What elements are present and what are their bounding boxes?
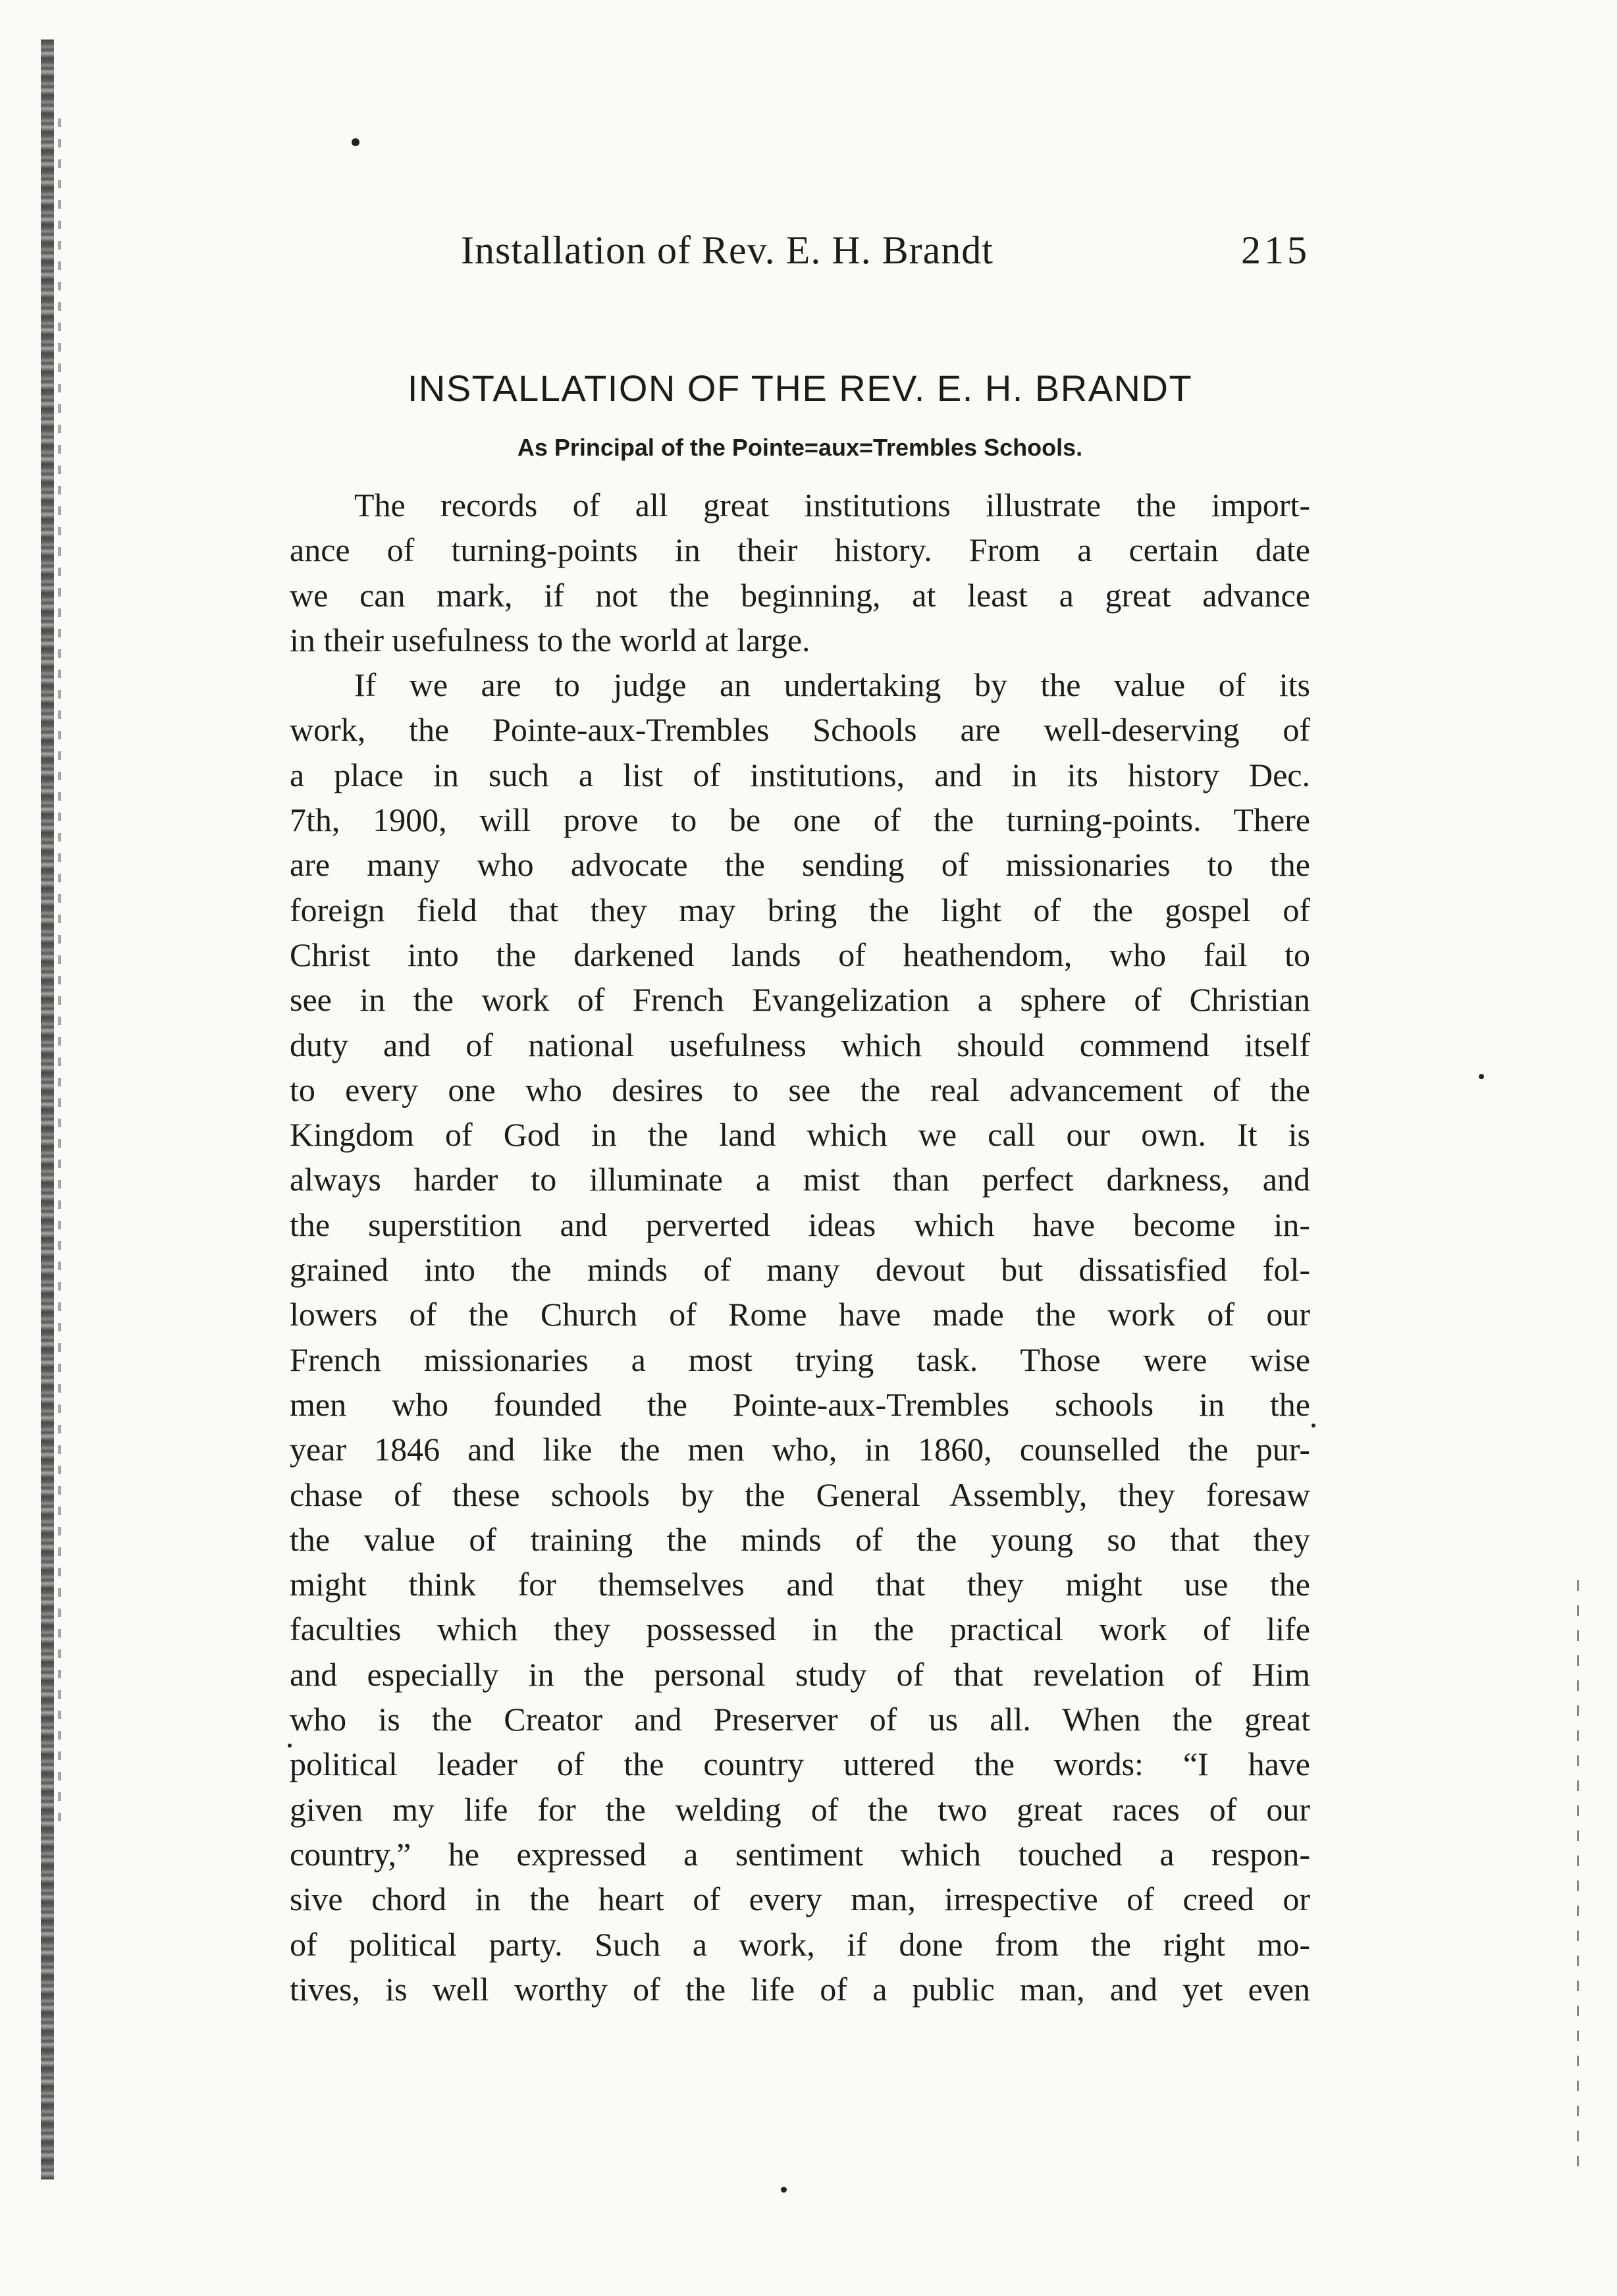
- text-line: chase of these schools by the General Assembly, they foresaw: [290, 1476, 1310, 1513]
- article-title: INSTALLATION OF THE REV. E. H. BRANDT: [407, 367, 1193, 409]
- text-line: and especially in the personal study of that revelation of Him: [290, 1655, 1310, 1693]
- text-line: to every one who desires to see the real advancement of the: [290, 1071, 1310, 1108]
- ink-speck: [781, 2187, 787, 2193]
- ink-speck: [352, 138, 359, 146]
- text-line: work, the Pointe-aux-Trembles Schools are well-deserving of: [290, 711, 1310, 749]
- text-line: French missionaries a most trying task. Those were wise: [290, 1341, 1310, 1378]
- scanned-margin-mark: [1577, 1580, 1579, 2173]
- text-line: tives, is well worthy of the life of a public man, and yet even: [290, 1970, 1310, 2008]
- running-title: Installation of Rev. E. H. Brandt: [461, 228, 994, 272]
- scanned-binding-shadow: [58, 119, 61, 1830]
- text-line: men who founded the Pointe-aux-Trembles schools in the: [290, 1385, 1310, 1423]
- text-line: foreign field that they may bring the light of the gospel of: [290, 891, 1310, 928]
- text-line: always harder to illuminate a mist than perfect darkness, and: [290, 1161, 1310, 1198]
- text-line: see in the work of French Evangelization a sphere of Christian: [290, 981, 1310, 1019]
- text-line: 7th, 1900, will prove to be one of the turning-points. There: [290, 801, 1310, 839]
- text-line: duty and of national usefulness which should commend itself: [290, 1026, 1310, 1063]
- text-line: country,” he expressed a sentiment which touched a respon-: [290, 1835, 1310, 1873]
- text-line: Kingdom of God in the land which we call our own. It is: [290, 1116, 1310, 1154]
- text-line: year 1846 and like the men who, in 1860, counselled the pur-: [290, 1431, 1310, 1468]
- scanned-binding-edge: [41, 40, 54, 2179]
- text-line: the superstition and perverted ideas which have become in-: [290, 1206, 1310, 1243]
- text-line: we can mark, if not the beginning, at least a great advance: [290, 576, 1310, 614]
- ink-speck: [1312, 1424, 1315, 1428]
- text-line: political leader of the country uttered the words: “I have: [290, 1746, 1310, 1783]
- text-line: Christ into the darkened lands of heathendom, who fail to: [290, 936, 1310, 973]
- text-line: grained into the minds of many devout but dissatisfied fol-: [290, 1251, 1310, 1289]
- article-body: [290, 483, 1310, 2012]
- text-line: of political party. Such a work, if done from the right mo-: [290, 1925, 1310, 1963]
- text-line: ance of turning-points in their history. From a certain date: [290, 531, 1310, 569]
- text-line: in their usefulness to the world at large.: [290, 621, 810, 658]
- text-line: a place in such a list of institutions, and in its history Dec.: [290, 756, 1310, 793]
- text-line: faculties which they possessed in the practical work of life: [290, 1611, 1310, 1648]
- ink-speck: [1479, 1074, 1484, 1079]
- text-line: sive chord in the heart of every man, irrespective of creed or: [290, 1881, 1310, 1918]
- text-line: are many who advocate the sending of missionaries to the: [290, 846, 1310, 884]
- text-line: the value of training the minds of the young so that they: [290, 1520, 1310, 1558]
- text-line: might think for themselves and that they might use the: [290, 1566, 1310, 1603]
- running-head: [461, 217, 1310, 283]
- text-line: who is the Creator and Preserver of us all. When the great: [290, 1701, 1310, 1738]
- text-line: given my life for the welding of the two great races of our: [290, 1790, 1310, 1828]
- article-subtitle: As Principal of the Pointe=aux=Trembles Schools.: [517, 434, 1083, 461]
- text-line: The records of all great institutions illustrate the import-: [354, 487, 1310, 523]
- text-line: lowers of the Church of Rome have made the work of our: [290, 1296, 1310, 1333]
- text-line: If we are to judge an undertaking by the value of its: [354, 666, 1310, 704]
- page-number: 215: [1241, 228, 1310, 272]
